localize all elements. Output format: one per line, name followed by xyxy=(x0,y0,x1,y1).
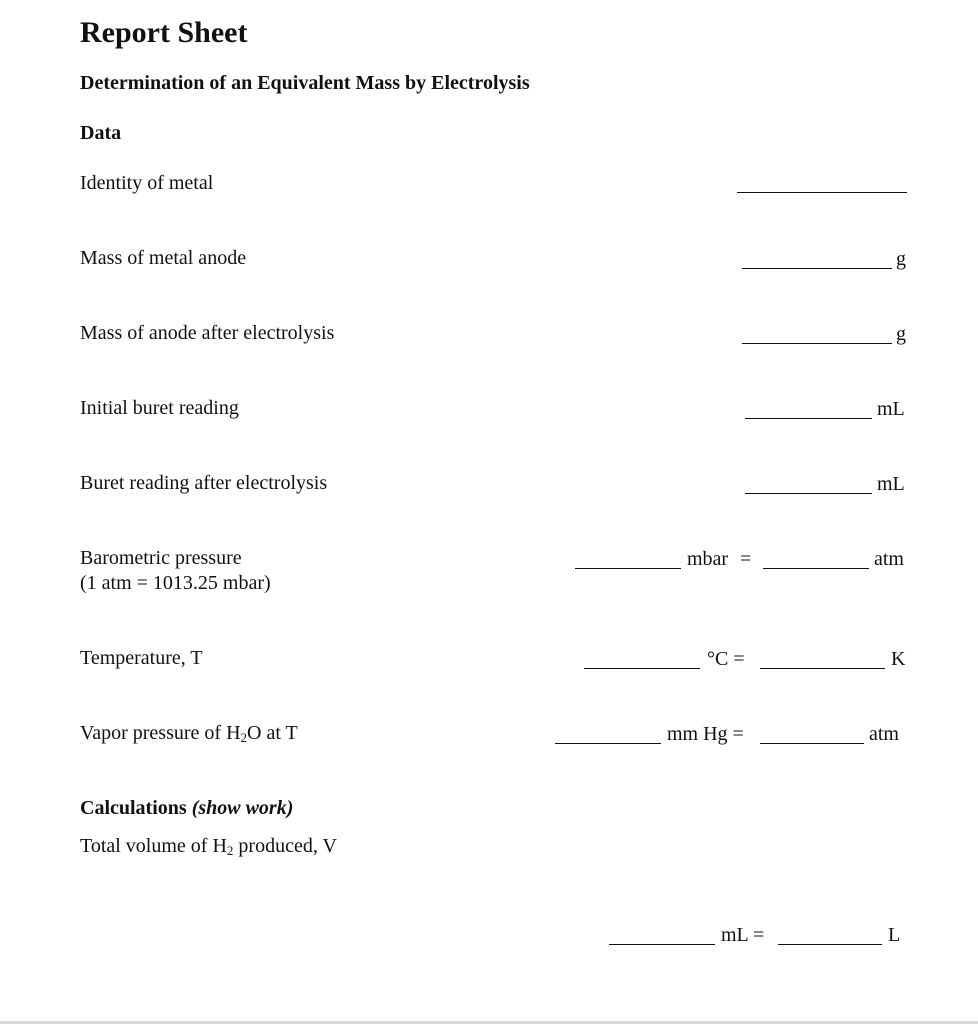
temperature-celsius-blank[interactable] xyxy=(584,668,700,669)
vapor-mmhg-blank[interactable] xyxy=(555,743,661,744)
mass-anode-label: Mass of metal anode xyxy=(80,247,247,269)
temperature-kelvin-unit: K xyxy=(891,648,906,670)
vapor-atm-blank[interactable] xyxy=(760,743,864,744)
calculations-heading-text: Calculations xyxy=(80,797,187,819)
barometric-atm-blank[interactable] xyxy=(763,568,869,569)
vapor-label-pre: Vapor pressure of H xyxy=(80,722,241,744)
temperature-celsius-unit: °C = xyxy=(707,648,745,670)
vapor-atm-unit: atm xyxy=(869,723,899,745)
total-volume-label xyxy=(80,835,337,858)
barometric-atm-unit: atm xyxy=(874,548,904,570)
volume-l-blank[interactable] xyxy=(778,944,882,945)
volume-ml-unit: mL = xyxy=(721,924,765,946)
buret-after-unit: mL xyxy=(877,473,905,495)
total-volume-post: produced, V xyxy=(233,835,337,857)
buret-after-blank[interactable] xyxy=(745,493,872,494)
volume-ml-blank[interactable] xyxy=(609,944,715,945)
volume-l-unit: L xyxy=(888,924,901,946)
page-subtitle: Determination of an Equivalent Mass by Electrolysis xyxy=(80,72,530,94)
data-heading: Data xyxy=(80,122,122,144)
total-volume-pre: Total volume of H xyxy=(80,835,227,857)
mass-anode-unit: g xyxy=(896,248,906,270)
mass-after-blank[interactable] xyxy=(742,343,892,344)
barometric-note: (1 atm = 1013.25 mbar) xyxy=(80,572,271,594)
initial-buret-label: Initial buret reading xyxy=(80,397,239,419)
calculations-heading xyxy=(80,797,293,820)
barometric-equals: = xyxy=(740,548,752,570)
temperature-label: Temperature, T xyxy=(80,647,203,669)
vapor-label-sub: 2 xyxy=(240,730,248,745)
vapor-label-post: O at T xyxy=(247,722,298,744)
vapor-mmhg-unit: mm Hg = xyxy=(667,723,744,745)
barometric-label: Barometric pressure xyxy=(80,547,242,569)
total-volume-sub: 2 xyxy=(226,843,234,858)
initial-buret-unit: mL xyxy=(877,398,905,420)
temperature-kelvin-blank[interactable] xyxy=(760,668,885,669)
identity-label: Identity of metal xyxy=(80,172,214,194)
page-title: Report Sheet xyxy=(80,16,248,49)
mass-after-label: Mass of anode after electrolysis xyxy=(80,322,335,344)
identity-blank[interactable] xyxy=(737,192,907,193)
barometric-mbar-unit: mbar xyxy=(687,548,729,570)
mass-anode-blank[interactable] xyxy=(742,268,892,269)
mass-after-unit: g xyxy=(896,323,906,345)
barometric-mbar-blank[interactable] xyxy=(575,568,681,569)
initial-buret-blank[interactable] xyxy=(745,418,872,419)
buret-after-label: Buret reading after electrolysis xyxy=(80,472,328,494)
vapor-label xyxy=(80,722,298,745)
calculations-heading-note: (show work) xyxy=(191,797,294,819)
